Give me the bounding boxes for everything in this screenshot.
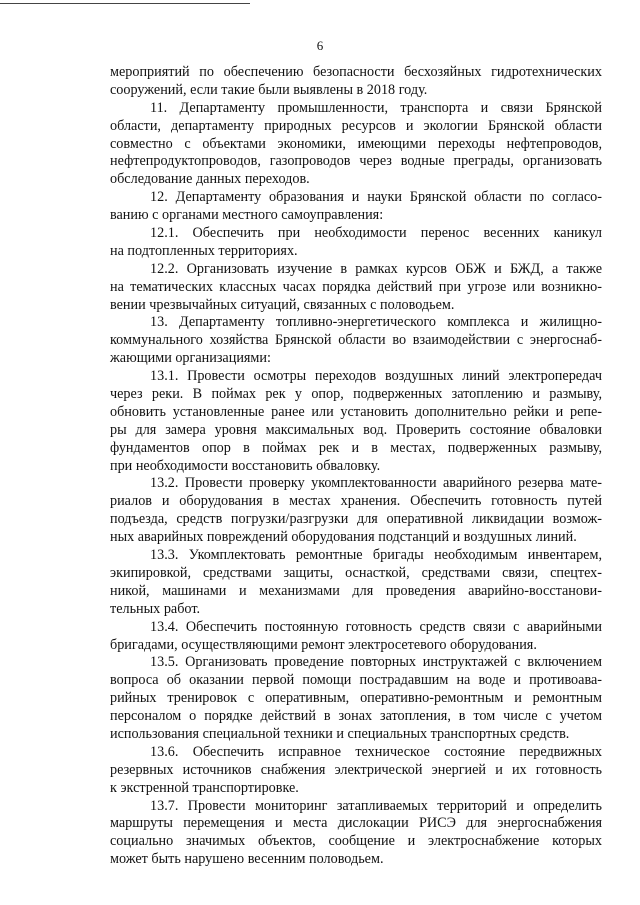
text-line: подъезда, средств погрузки/разгрузки для оперативной ликвидации возмож- xyxy=(110,511,602,528)
text-line: маршруты перемещения и места дислокации РИСЭ для энергоснабжения xyxy=(110,815,602,832)
text-line: 13.2. Провести проверку укомплектованности аварийного резерва мате- xyxy=(150,475,602,492)
text-line: тельных работ. xyxy=(110,600,201,617)
text-line: обследование данных переходов. xyxy=(110,171,310,188)
text-line: 13.1. Провести осмотры переходов воздушных линий электропередач xyxy=(150,368,602,385)
text-line: совместно с объектами экономики, имеющими переходы нефтепроводов, xyxy=(110,135,602,152)
top-border-line xyxy=(0,3,250,4)
text-line: 13.6. Обеспечить исправное техническое состояние передвижных xyxy=(150,743,602,760)
paragraph xyxy=(110,547,602,619)
text-line: сооружений, если такие были выявлены в 2018 году. xyxy=(110,81,428,98)
text-line: резервных источников снабжения электрической энергией и их готовность xyxy=(110,761,602,778)
paragraph xyxy=(110,619,602,655)
text-line: ных аварийных повреждений оборудования подстанций и воздушных линий. xyxy=(110,529,577,546)
text-line: рийных тренировок с оперативным, оперативно-ремонтным и ремонтным xyxy=(110,690,602,707)
text-line: 13. Департаменту топливно-энергетического комплекса и жилищно- xyxy=(150,314,602,331)
text-line: 13.7. Провести мониторинг затапливаемых территорий и определить xyxy=(150,797,602,814)
text-line: на тематических классных часах порядка действий при угрозе или возникно- xyxy=(110,278,602,295)
paragraph xyxy=(110,368,602,475)
paragraph xyxy=(110,798,602,870)
page-number: 6 xyxy=(316,38,324,53)
text-line: 11. Департаменту промышленности, транспорта и связи Брянской xyxy=(150,99,602,116)
document-body xyxy=(110,64,602,869)
text-line: 13.4. Обеспечить постоянную готовность средств связи с аварийными xyxy=(150,618,602,635)
text-line: коммунального хозяйства Брянской области во взаимодействии с энергоснаб- xyxy=(110,332,602,349)
text-line: персоналом о порядке действий в зонах затопления, в том числе с учетом xyxy=(110,708,602,725)
text-line: ры для замера уровня максимальных вод. Проверить состояние обваловки xyxy=(110,421,602,438)
text-line: 13.5. Организовать проведение повторных инструктажей с включением xyxy=(150,654,602,671)
text-line: 12.1. Обеспечить при необходимости перенос весенних каникул xyxy=(150,225,602,242)
paragraph xyxy=(110,475,602,547)
text-line: вении чрезвычайных ситуаций, связанных с половодьем. xyxy=(110,296,455,313)
text-line: жающими организациями: xyxy=(110,350,271,367)
text-line: 12. Департаменту образования и науки Брянской области по согласо- xyxy=(150,189,602,206)
text-line: через реки. В поймах рек у опор, подверженных затоплению и размыву, xyxy=(110,386,602,403)
text-line: при необходимости восстановить обваловку. xyxy=(110,457,381,474)
text-line: к экстренной транспортировке. xyxy=(110,779,299,796)
text-line: на подтопленных территориях. xyxy=(110,242,298,259)
paragraph xyxy=(110,225,602,261)
text-line: использования специальной техники и специальных транспортных средств. xyxy=(110,725,570,742)
paragraph xyxy=(110,64,602,100)
text-line: 13.3. Укомплектовать ремонтные бригады необходимым инвентарем, xyxy=(150,547,602,564)
text-line: мероприятий по обеспечению безопасности бесхозяйных гидротехнических xyxy=(110,64,602,80)
paragraph xyxy=(110,100,602,189)
text-line: вопроса об оказании первой помощи пострадавшим на воде и противоава- xyxy=(110,672,602,689)
text-line: риалов и оборудования в местах хранения. Обеспечить готовность путей xyxy=(110,493,602,510)
text-line: может быть нарушено весенним половодьем. xyxy=(110,851,384,868)
text-line: бригадами, осуществляющими ремонт электросетевого оборудования. xyxy=(110,636,537,653)
text-line: нефтепродуктопроводов, газопроводов через водные преграды, организовать xyxy=(110,153,602,170)
text-line: социально значимых объектов, сообщение и электроснабжение которых xyxy=(110,833,602,850)
text-line: области, департаменту природных ресурсов и экологии Брянской области xyxy=(110,117,602,134)
text-line: экипировкой, средствами защиты, оснасткой, средствами связи, спецтех- xyxy=(110,564,602,581)
text-line: 12.2. Организовать изучение в рамках курсов ОБЖ и БЖД, а также xyxy=(150,260,602,277)
paragraph xyxy=(110,189,602,225)
paragraph xyxy=(110,261,602,315)
paragraph xyxy=(110,744,602,798)
text-line: фундаментов опор в поймах рек и в местах, подверженных размыву, xyxy=(110,439,602,456)
paragraph xyxy=(110,654,602,743)
text-line: обновить установленные ранее или установить дополнительно рейки и репе- xyxy=(110,403,602,420)
paragraph xyxy=(110,314,602,368)
text-line: ванию с органами местного самоуправления: xyxy=(110,207,384,224)
text-line: никой, машинами и механизмами для проведения аварийно-восстанови- xyxy=(110,582,602,599)
